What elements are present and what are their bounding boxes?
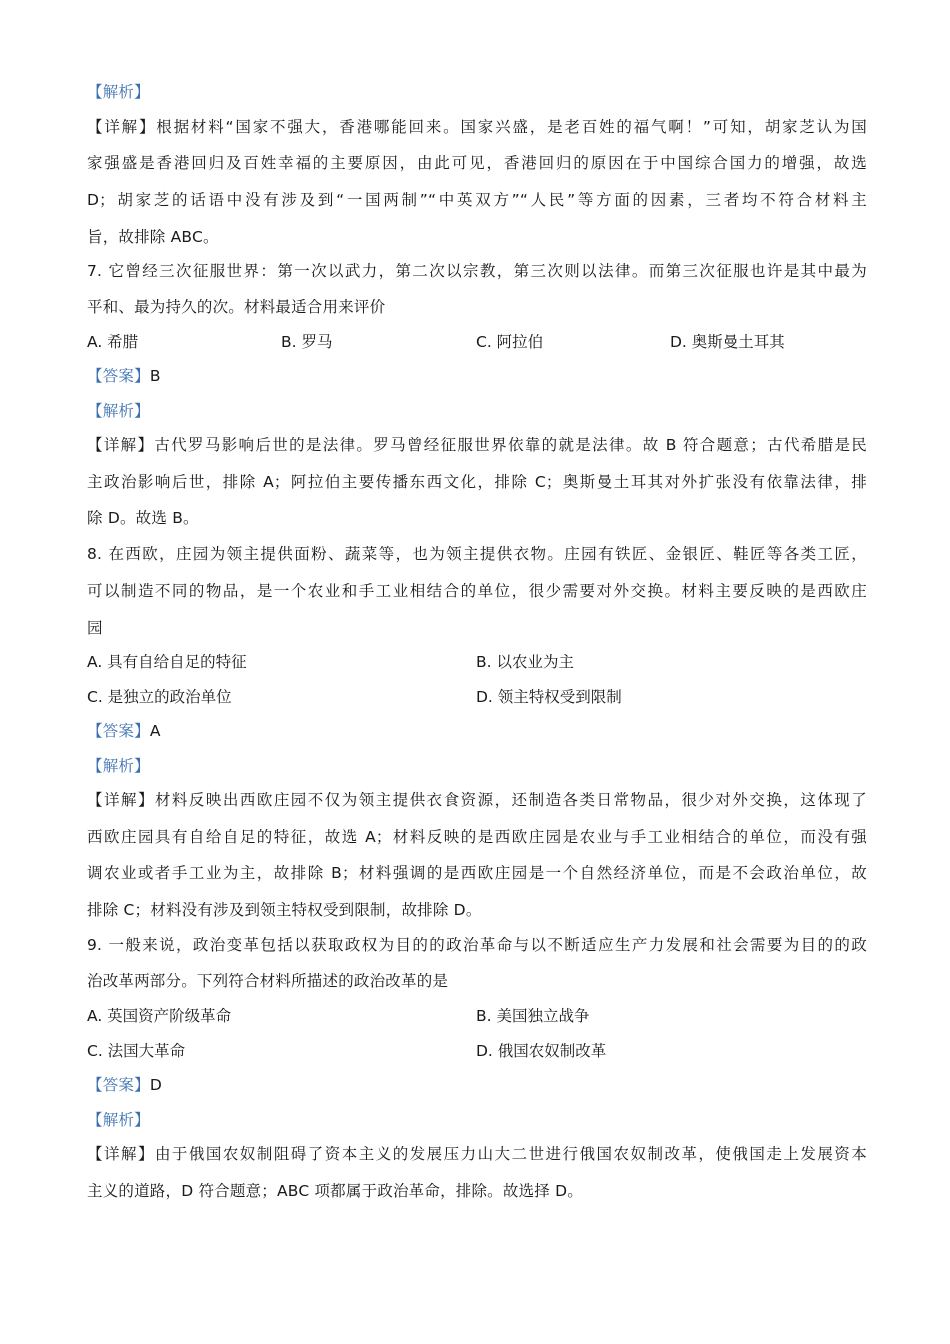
q8-answer: 【答案】A bbox=[87, 722, 161, 740]
q8-detail-line-1: 【详解】材料反映出西欧庄园不仅为领主提供衣食资源，还制造各类日常物品，很少对外交换，这体现了 bbox=[87, 791, 867, 809]
q6-detail-line-4: 旨，故排除 ABC。 bbox=[87, 228, 219, 246]
q7-stem-line-2: 平和、最为持久的次。材料最适合用来评价 bbox=[87, 298, 386, 316]
q9-stem-line-2: 治改革两部分。下列符合材料所描述的政治改革的是 bbox=[87, 972, 449, 990]
q8-stem-line-2: 可以制造不同的物品，是一个农业和手工业相结合的单位，很少需要对外交换。材料主要反映的是西欧庄 bbox=[87, 582, 867, 600]
q9-option-c: C. 法国大革命 bbox=[87, 1042, 186, 1060]
q6-detail-line-1: 【详解】根据材料“国家不强大，香港哪能回来。国家兴盛，是老百姓的福气啊！”可知，胡家芝认为国 bbox=[87, 118, 867, 136]
q9-option-b: B. 美国独立战争 bbox=[476, 1007, 590, 1025]
q7-jiexi-label: 【解析】 bbox=[87, 402, 150, 420]
q7-detail-line-1: 【详解】古代罗马影响后世的是法律。罗马曾经征服世界依靠的就是法律。故 B 符合题意；古代希腊是民 bbox=[87, 436, 867, 454]
q7-detail-line-3: 除 D。故选 B。 bbox=[87, 509, 199, 527]
q8-option-c: C. 是独立的政治单位 bbox=[87, 688, 232, 706]
q9-detail-line-2: 主义的道路，D 符合题意；ABC 项都属于政治革命，排除。故选择 D。 bbox=[87, 1182, 583, 1200]
q8-stem-line-3: 园 bbox=[87, 619, 103, 637]
q9-jiexi-label: 【解析】 bbox=[87, 1111, 150, 1129]
q7-option-a: A. 希腊 bbox=[87, 333, 139, 351]
q9-option-a: A. 英国资产阶级革命 bbox=[87, 1007, 232, 1025]
q6-detail-line-3: D；胡家芝的话语中没有涉及到“一国两制”“中英双方”“人民”等方面的因素，三者均不符合材料主 bbox=[87, 191, 867, 209]
q9-stem-line-1: 9. 一般来说，政治变革包括以获取政权为目的的政治革命与以不断适应生产力发展和社会需要为目的的政 bbox=[87, 936, 867, 954]
q7-answer: 【答案】B bbox=[87, 367, 161, 385]
q9-option-d: D. 俄国农奴制改革 bbox=[476, 1042, 607, 1060]
q8-stem-line-1: 8. 在西欧，庄园为领主提供面粉、蔬菜等，也为领主提供衣物。庄园有铁匠、金银匠、鞋匠等各类工匠， bbox=[87, 545, 867, 563]
q8-detail-line-3: 调农业或者手工业为主，故排除 B；材料强调的是西欧庄园是一个自然经济单位，而是不会政治单位，故 bbox=[87, 864, 867, 882]
q7-stem-line-1: 7. 它曾经三次征服世界：第一次以武力，第二次以宗教，第三次则以法律。而第三次征服也许是其中最为 bbox=[87, 262, 867, 280]
q6-jiexi-label: 【解析】 bbox=[87, 83, 150, 101]
q8-option-d: D. 领主特权受到限制 bbox=[476, 688, 622, 706]
q8-option-a: A. 具有自给自足的特征 bbox=[87, 653, 247, 671]
q7-option-c: C. 阿拉伯 bbox=[476, 333, 544, 351]
q7-option-d: D. 奥斯曼土耳其 bbox=[670, 333, 785, 351]
q8-option-b: B. 以农业为主 bbox=[476, 653, 574, 671]
q9-detail-line-1: 【详解】由于俄国农奴制阻碍了资本主义的发展压力山大二世进行俄国农奴制改革，使俄国走上发展资本 bbox=[87, 1145, 867, 1163]
q8-detail-line-4: 排除 C；材料没有涉及到领主特权受到限制，故排除 D。 bbox=[87, 901, 482, 919]
q8-jiexi-label: 【解析】 bbox=[87, 757, 150, 775]
q9-answer: 【答案】D bbox=[87, 1076, 162, 1094]
q7-option-b: B. 罗马 bbox=[281, 333, 333, 351]
q6-detail-line-2: 家强盛是香港回归及百姓幸福的主要原因，由此可见，香港回归的原因在于中国综合国力的增强，故选 bbox=[87, 154, 867, 172]
q7-detail-line-2: 主政治影响后世，排除 A；阿拉伯主要传播东西文化，排除 C；奥斯曼土耳其对外扩张没有依靠法律，排 bbox=[87, 473, 867, 491]
q8-detail-line-2: 西欧庄园具有自给自足的特征，故选 A；材料反映的是西欧庄园是农业与手工业相结合的单位，而没有强 bbox=[87, 828, 867, 846]
